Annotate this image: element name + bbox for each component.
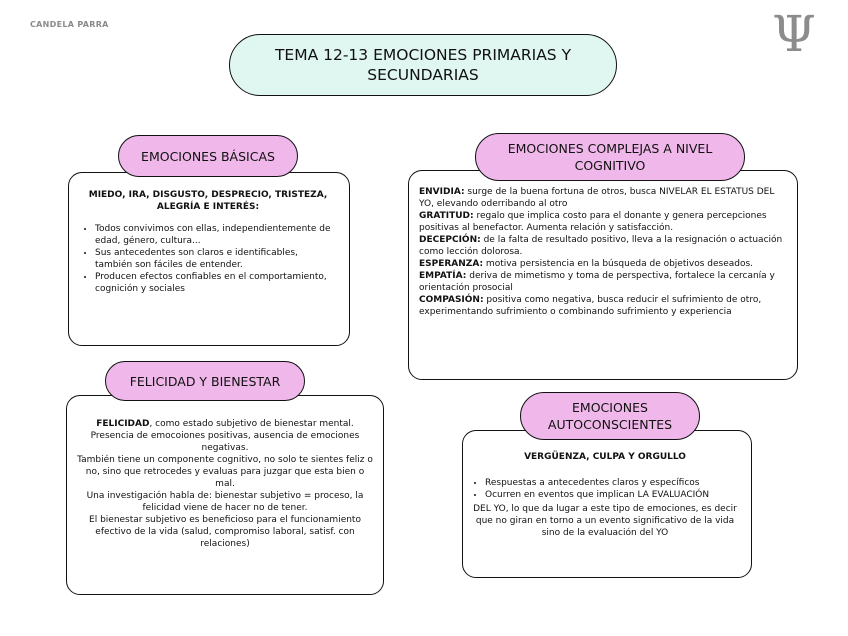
- complejas-label: [475, 133, 745, 181]
- complejas-box: [408, 170, 798, 380]
- author-name: CANDELA PARRA: [30, 20, 109, 29]
- felicidad-intro-text: , como estado subjetivo de bienestar mental. Presencia de emocoiones positivas, ausencia de emociones negativas.: [90, 419, 360, 453]
- list-item: • Sus antecedentes son claros e identificables, también son fáciles de entender.: [95, 247, 337, 271]
- complejas-term: ESPERANZA:: [419, 259, 484, 269]
- complejas-item: [419, 294, 791, 318]
- complejas-term: DECEPCIÓN:: [419, 235, 481, 245]
- basicas-heading: MIEDO, IRA, DISGUSTO, DESPRECIO, TRISTEZA, ALEGRÍA E INTERÉS:: [88, 190, 328, 212]
- autoconscientes-tail: DEL YO, lo que da lugar a este tipo de emociones, es decir que no giran en torno a un evento significativo de la vida sino de la evaluación del YO: [473, 504, 737, 538]
- complejas-item: [419, 186, 791, 210]
- list-item: • Todos convivimos con ellas, independientemente de edad, género, cultura...: [95, 223, 337, 247]
- felicidad-line-4: El bienestar subjetivo es beneficioso para el funcionamiento efectivo de la vida (salud, compromiso laboral, satisf. con relaciones): [89, 515, 361, 549]
- basicas-list: [79, 223, 337, 295]
- complejas-item: [419, 258, 791, 270]
- basicas-label-text: EMOCIONES BÁSICAS: [141, 148, 275, 164]
- felicidad-line-3: Una investigación habla de: bienestar subjetivo = proceso, la felicidad viene de hacer no de tener.: [86, 491, 364, 513]
- complejas-text: deriva de mimetismo y toma de perspectiva, fortalece la cercanía y orientación prosocial: [419, 271, 775, 293]
- complejas-term: EMPATÍA:: [419, 271, 467, 281]
- complejas-item: [419, 234, 791, 258]
- felicidad-box: [66, 395, 384, 595]
- complejas-label-text: EMOCIONES COMPLEJAS A NIVEL COGNITIVO: [507, 141, 713, 173]
- autoconscientes-heading: VERGÜENZA, CULPA Y ORGULLO: [524, 452, 686, 462]
- list-item: • Producen efectos confiables en el comportamiento, cognición y sociales: [95, 271, 337, 295]
- page-title-text: TEMA 12-13 EMOCIONES PRIMARIAS Y SECUNDARIAS: [274, 46, 572, 84]
- complejas-text: regalo que implica costo para el donante y genera percepciones positivas al benefactor. Aumenta relación y satisfacción.: [419, 211, 767, 233]
- complejas-item: [419, 210, 791, 234]
- psi-logo-icon: Ψ: [772, 5, 816, 63]
- complejas-item: [419, 270, 791, 294]
- autoconscientes-label-text: EMOCIONES AUTOCONSCIENTES: [547, 400, 673, 432]
- list-item: • Ocurren en eventos que implican LA EVALUACIÓN: [485, 489, 743, 501]
- felicidad-label-text: FELICIDAD Y BIENESTAR: [129, 373, 281, 389]
- basicas-box: [68, 172, 350, 346]
- complejas-text: de la falta de resultado positivo, lleva a la resignación o actuación como lección dolorosa.: [419, 235, 783, 257]
- complejas-text: motiva persistencia en la búsqueda de objetivos deseados.: [483, 259, 754, 269]
- felicidad-term: FELICIDAD: [96, 419, 150, 429]
- basicas-label: [118, 135, 298, 177]
- complejas-text: surge de la buena fortuna de otros, busca NIVELAR EL ESTATUS DEL YO, elevando oderribando al otro: [419, 187, 775, 209]
- autoconscientes-list: [467, 477, 743, 501]
- list-item: • Respuestas a antecedentes claros y específicos: [485, 477, 743, 489]
- complejas-term: ENVIDIA:: [419, 187, 465, 197]
- felicidad-line-2: También tiene un componente cognitivo, no solo te sientes feliz o no, sino que retrocedes y evaluas para juzgar que esta bien o mal.: [77, 455, 373, 489]
- autoconscientes-label: [520, 392, 700, 440]
- autoconscientes-box: [462, 430, 752, 578]
- felicidad-intro: [75, 418, 375, 454]
- page-title: [229, 34, 617, 96]
- complejas-text: positiva como negativa, busca reducir el sufrimiento de otro, experimentando sufrimiento o combinando sufrimiento y experiencia: [419, 295, 762, 317]
- felicidad-label: [105, 361, 305, 401]
- complejas-term: COMPASIÓN:: [419, 295, 484, 305]
- complejas-term: GRATITUD:: [419, 211, 474, 221]
